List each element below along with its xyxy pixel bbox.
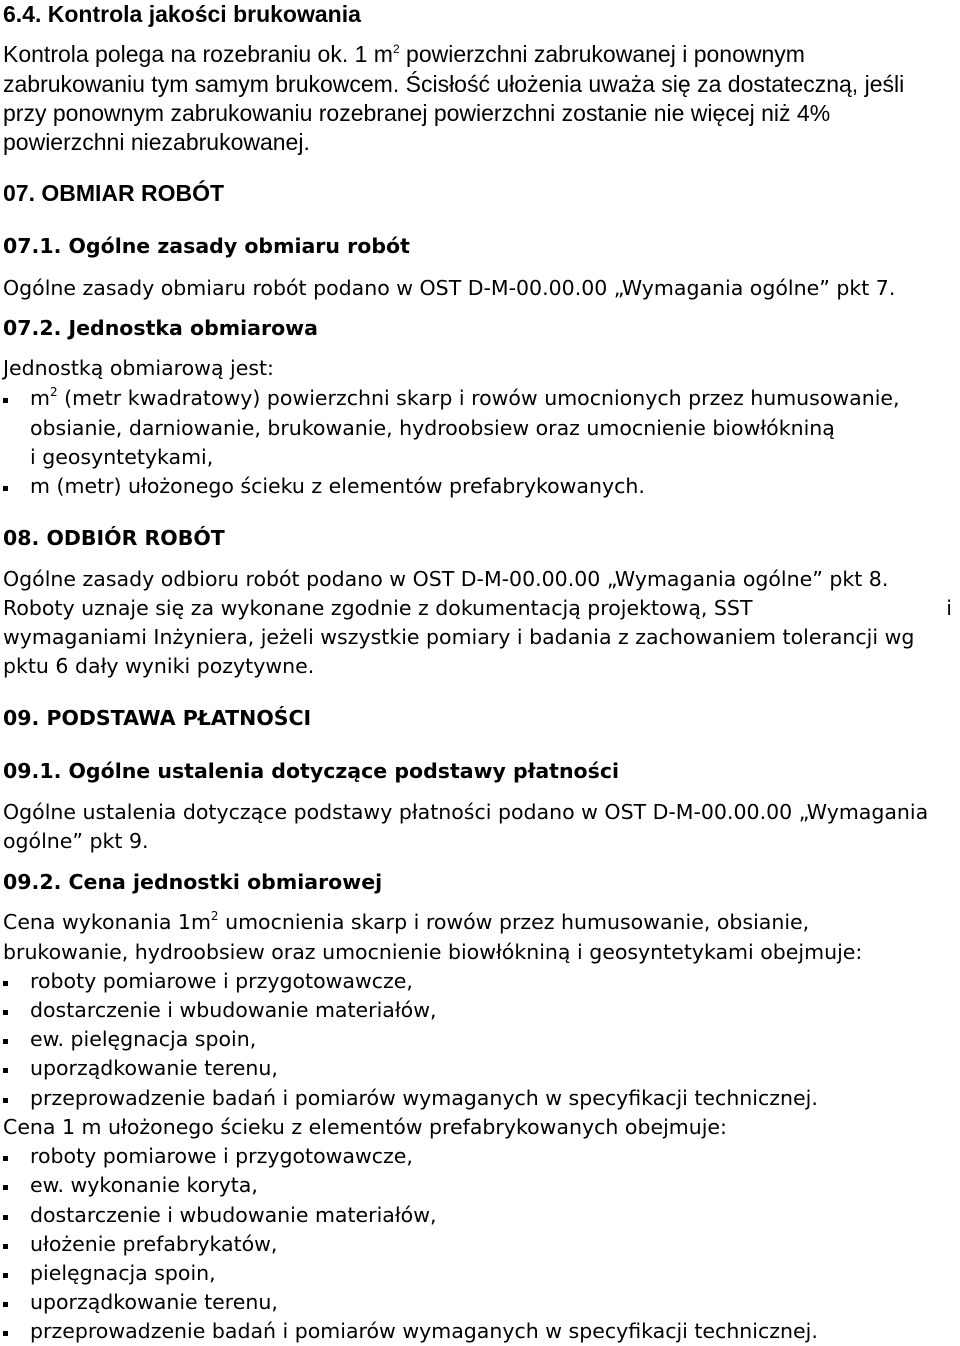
bullet-marker [3, 981, 8, 986]
text-span: (metr kwadratowy) powierzchni skarp i rowów umocnionych przez humusowanie, [57, 386, 900, 410]
heading-07-2: 07.2. Jednostka obmiarowa [3, 316, 318, 340]
paragraph-line: Ogólne zasady odbioru robót podano w OST D-M-00.00.00 „Wymagania ogólne” pkt 8. [3, 567, 889, 591]
text-span: Cena wykonania 1m [3, 910, 211, 934]
bullet-marker [3, 1098, 8, 1103]
paragraph-line [3, 908, 809, 936]
bullet-marker [3, 1302, 8, 1307]
list-item: dostarczenie i wbudowanie materiałów, [30, 998, 437, 1022]
paragraph-line: pktu 6 dały wyniki pozytywne. [3, 654, 315, 678]
bullet-marker [3, 1331, 8, 1336]
list-item-continuation: obsianie, darniowanie, brukowanie, hydroobsiew oraz umocnienie biowłókniną [30, 416, 835, 440]
superscript: 2 [392, 42, 400, 56]
bullet-marker [3, 1185, 8, 1190]
list-item: przeprowadzenie badań i pomiarów wymaganych w specyfikacji technicznej. [30, 1086, 818, 1110]
list-item: przeprowadzenie badań i pomiarów wymaganych w specyfikacji technicznej. [30, 1319, 818, 1343]
text-span: Roboty uznaje się za wykonane zgodnie z dokumentacją projektową, SST [3, 596, 753, 620]
list-item: pielęgnacja spoin, [30, 1261, 216, 1285]
paragraph-line: Jednostką obmiarową jest: [3, 356, 274, 380]
bullet-marker [3, 1215, 8, 1220]
text-span: i [946, 596, 952, 620]
paragraph-line: zabrukowaniu tym samym brukowcem. Ścisłość ułożenia uważa się za dostateczną, jeśli [3, 71, 905, 97]
paragraph-line: przy ponownym zabrukowaniu rozebranej powierzchni zostanie nie więcej niż 4% [3, 100, 831, 126]
paragraph-line: ogólne” pkt 9. [3, 829, 149, 853]
heading-07: 07. OBMIAR ROBÓT [3, 180, 225, 206]
text-span: Kontrola polega na rozebraniu ok. 1 m [3, 41, 393, 67]
heading-09-2: 09.2. Cena jednostki obmiarowej [3, 870, 383, 894]
bullet-marker [3, 1273, 8, 1278]
list-item: uporządkowanie terenu, [30, 1290, 278, 1314]
heading-6-4: 6.4. Kontrola jakości brukowania [3, 1, 361, 27]
superscript: 2 [210, 909, 219, 923]
text-span: powierzchni zabrukowanej i ponownym [399, 41, 805, 67]
heading-09: 09. PODSTAWA PŁATNOŚCI [3, 706, 312, 730]
list-item [30, 384, 900, 412]
text-span: m [30, 386, 50, 410]
superscript: 2 [49, 385, 58, 399]
list-item: roboty pomiarowe i przygotowawcze, [30, 1144, 413, 1168]
paragraph-line: powierzchni niezabrukowanej. [3, 129, 310, 155]
bullet-marker [3, 398, 8, 403]
paragraph-line [3, 40, 805, 68]
list-item: uporządkowanie terenu, [30, 1056, 278, 1080]
bullet-marker [3, 1156, 8, 1161]
bullet-marker [3, 1244, 8, 1249]
bullet-marker [3, 1068, 8, 1073]
paragraph-line [3, 594, 957, 622]
paragraph-line: wymaganiami Inżyniera, jeżeli wszystkie pomiary i badania z zachowaniem tolerancji wg [3, 625, 915, 649]
paragraph-line: Ogólne zasady obmiaru robót podano w OST D-M-00.00.00 „Wymagania ogólne” pkt 7. [3, 276, 896, 300]
bullet-marker [3, 1039, 8, 1044]
heading-07-1: 07.1. Ogólne zasady obmiaru robót [3, 234, 410, 258]
heading-09-1: 09.1. Ogólne ustalenia dotyczące podstawy płatności [3, 759, 620, 783]
text-span: umocnienia skarp i rowów przez humusowanie, obsianie, [218, 910, 810, 934]
paragraph-line: brukowanie, hydroobsiew oraz umocnienie biowłókniną i geosyntetykami obejmuje: [3, 940, 863, 964]
list-item: ew. wykonanie koryta, [30, 1173, 258, 1197]
list-item: m (metr) ułożonego ścieku z elementów prefabrykowanych. [30, 474, 645, 498]
list-item: ułożenie prefabrykatów, [30, 1232, 278, 1256]
heading-08: 08. ODBIÓR ROBÓT [3, 526, 225, 550]
paragraph-line: Ogólne ustalenia dotyczące podstawy płatności podano w OST D-M-00.00.00 „Wymagania [3, 800, 929, 824]
list-item: dostarczenie i wbudowanie materiałów, [30, 1203, 437, 1227]
list-item: ew. pielęgnacja spoin, [30, 1027, 257, 1051]
list-item: roboty pomiarowe i przygotowawcze, [30, 969, 413, 993]
bullet-marker [3, 486, 8, 491]
list-item-continuation: i geosyntetykami, [30, 445, 214, 469]
paragraph-line: Cena 1 m ułożonego ścieku z elementów prefabrykowanych obejmuje: [3, 1115, 727, 1139]
bullet-marker [3, 1010, 8, 1015]
